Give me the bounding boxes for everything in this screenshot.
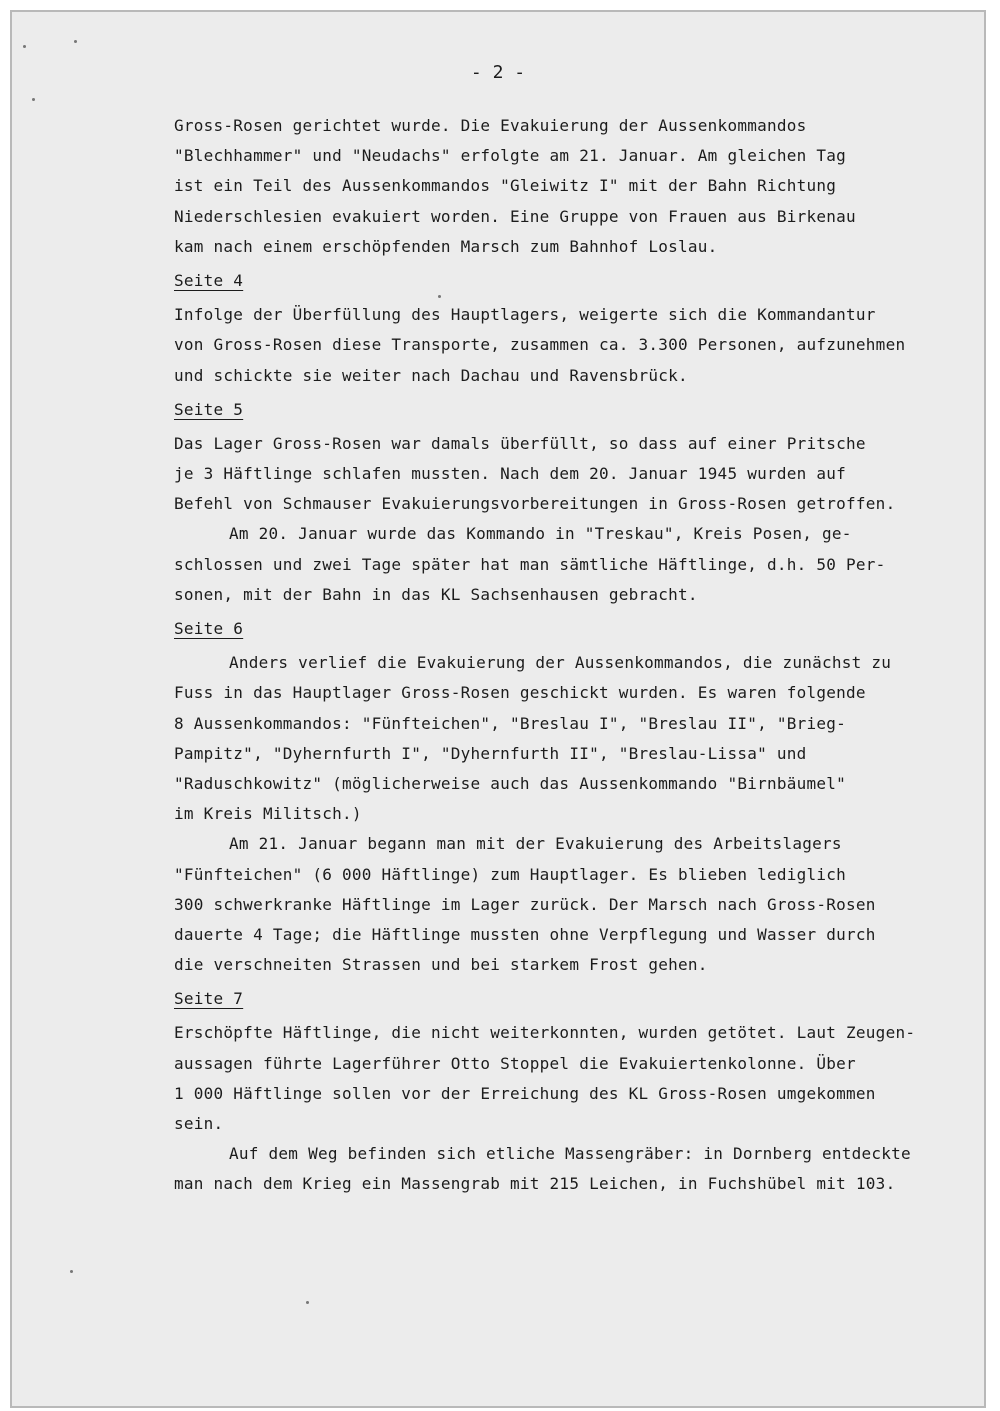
- body-line: man nach dem Krieg ein Massengrab mit 215 Leichen, in Fuchshübel mit 103.: [174, 1174, 896, 1194]
- body-line: die verschneiten Strassen und bei starkem Frost gehen.: [174, 955, 708, 975]
- body-line: Gross-Rosen gerichtet wurde. Die Evakuierung der Aussenkommandos: [174, 116, 807, 135]
- scan-speck: [70, 1270, 73, 1273]
- scan-speck: [23, 45, 26, 48]
- scan-speck: [306, 1301, 309, 1304]
- body-line: 300 schwerkranke Häftlinge im Lager zurück. Der Marsch nach Gross-Rosen: [174, 894, 876, 914]
- body-line: dauerte 4 Tage; die Häftlinge mussten ohne Verpflegung und Wasser durch: [174, 924, 876, 944]
- body-line: Infolge der Überfüllung des Hauptlagers, weigerte sich die Kommandantur: [174, 305, 876, 325]
- section-heading-seite-5: Seite 5: [174, 399, 244, 419]
- body-line: und schickte sie weiter nach Dachau und Ravensbrück.: [174, 365, 688, 385]
- page-number: - 2 -: [470, 62, 526, 83]
- body-line: 8 Aussenkommandos: "Fünfteichen", "Breslau I", "Breslau II", "Brieg-: [174, 713, 847, 733]
- body-line: von Gross-Rosen diese Transporte, zusammen ca. 3.300 Personen, aufzunehmen: [174, 335, 906, 355]
- body-line: Am 20. Januar wurde das Kommando in "Treskau", Kreis Posen, ge-: [229, 524, 852, 544]
- body-line: 1 000 Häftlinge sollen vor der Erreichung des KL Gross-Rosen umgekommen: [174, 1083, 876, 1103]
- body-line: Erschöpfte Häftlinge, die nicht weiterkonnten, wurden getötet. Laut Zeugen-: [174, 1023, 916, 1043]
- section-heading-seite-7: Seite 7: [174, 989, 244, 1009]
- body-line: Fuss in das Hauptlager Gross-Rosen geschickt wurden. Es waren folgende: [174, 683, 866, 703]
- body-line: "Fünfteichen" (6 000 Häftlinge) zum Hauptlager. Es blieben lediglich: [174, 864, 847, 884]
- body-line: sein.: [174, 1114, 224, 1133]
- section-heading-seite-6: Seite 6: [174, 619, 244, 638]
- body-line: Am 21. Januar begann man mit der Evakuierung des Arbeitslagers: [229, 834, 842, 854]
- body-line: kam nach einem erschöpfenden Marsch zum Bahnhof Loslau.: [174, 236, 718, 256]
- body-line: je 3 Häftlinge schlafen mussten. Nach dem 20. Januar 1945 wurden auf: [174, 464, 847, 484]
- document-page: [10, 10, 986, 1408]
- body-line: Das Lager Gross-Rosen war damals überfüllt, so dass auf einer Pritsche: [174, 433, 866, 453]
- body-line: aussagen führte Lagerführer Otto Stoppel die Evakuiertenkolonne. Über: [174, 1053, 856, 1073]
- body-line: Befehl von Schmauser Evakuierungsvorbereitungen in Gross-Rosen getroffen.: [174, 494, 896, 514]
- body-line: "Blechhammer" und "Neudachs" erfolgte am 21. Januar. Am gleichen Tag: [174, 146, 847, 166]
- body-line: "Raduschkowitz" (möglicherweise auch das Aussenkommando "Birnbäumel": [174, 773, 847, 793]
- body-line: Auf dem Weg befinden sich etliche Massengräber: in Dornberg entdeckte: [229, 1144, 911, 1164]
- body-line: Niederschlesien evakuiert worden. Eine Gruppe von Frauen aus Birkenau: [174, 206, 856, 226]
- scan-speck: [32, 98, 35, 101]
- document-body: [174, 111, 984, 1200]
- body-line: Pampitz", "Dyhernfurth I", "Dyhernfurth II", "Breslau-Lissa" und: [174, 743, 807, 763]
- body-line: sonen, mit der Bahn in das KL Sachsenhausen gebracht.: [174, 584, 698, 604]
- scan-speck: [74, 40, 77, 43]
- body-line: schlossen und zwei Tage später hat man sämtliche Häftlinge, d.h. 50 Per-: [174, 554, 886, 574]
- body-line: ist ein Teil des Aussenkommandos "Gleiwitz I" mit der Bahn Richtung: [174, 176, 837, 196]
- section-heading-seite-4: Seite 4: [174, 270, 244, 290]
- body-line: im Kreis Militsch.): [174, 804, 362, 824]
- body-line: Anders verlief die Evakuierung der Aussenkommandos, die zunächst zu: [229, 653, 892, 673]
